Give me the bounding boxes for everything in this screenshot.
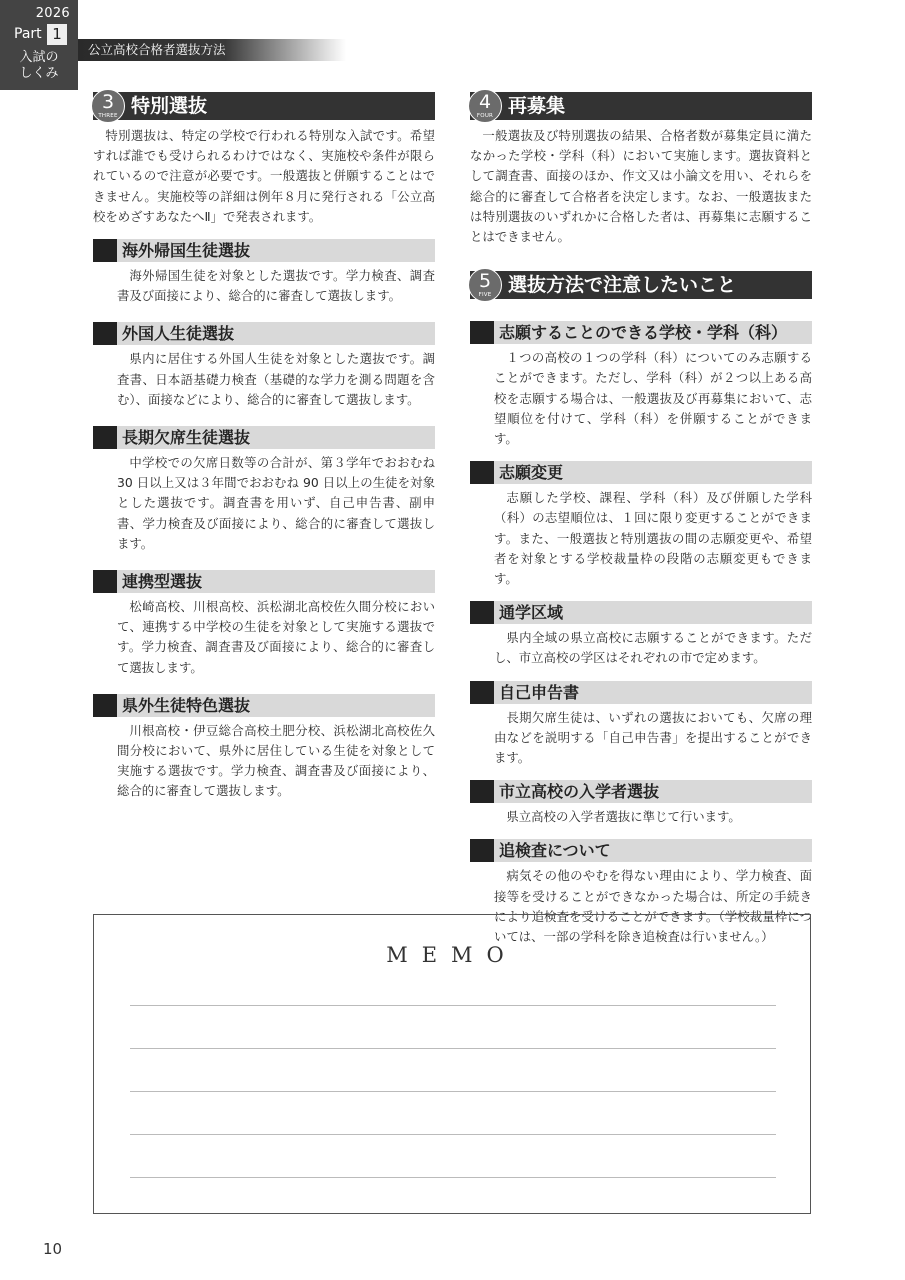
memo-line <box>130 1048 776 1049</box>
section-4-heading <box>470 92 812 120</box>
running-header-title: 公立高校合格者選抜方法 <box>88 42 226 57</box>
memo-line <box>130 1134 776 1135</box>
part-label: Part <box>14 26 42 42</box>
subsection-heading: 連携型選抜 <box>93 570 435 593</box>
memo-line <box>130 1091 776 1092</box>
subsection-text: 県内に居住する外国人生徒を対象とした選抜です。調査書、日本語基礎力検査（基礎的な学力を測る問題を含む）、面接などにより、総合的に審査して選抜します。 <box>117 351 435 407</box>
year-label: 2026 <box>35 6 70 21</box>
section-5-heading <box>470 271 812 299</box>
subsection-text: 海外帰国生徒を対象とした選抜です。学力検査、調査書及び面接により、総合的に審査して選抜します。 <box>117 268 435 304</box>
subsection-text: 川根高校・伊豆総合高校土肥分校、浜松湖北高校佐久間分校において、県外に居住している生徒を対象として実施する選抜です。学力検査、調査書及び面接により、総合的に審査して選抜します。 <box>117 722 435 799</box>
subsection-text: 松崎高校、川根高校、浜松湖北高校佐久間分校において、連携する中学校の生徒を対象として実施する選抜です。学力検査、調査書及び面接により、総合的に審査して選抜します。 <box>117 599 435 675</box>
subsection-text: 長期欠席生徒は、いずれの選抜においても、欠席の理由などを説明する「自己申告書」を提出することができます。 <box>494 709 812 766</box>
section-4-text: 一般選抜及び特別選抜の結果、合格者数が募集定員に満たなかった学校・学科（科）において実施します。選抜資料として調査書、面接のほか、作文又は小論文を用い、それらを総合的に審査して合格者を決定します。なお、一般選抜または特別選抜のいずれかに合格した者は、再募集に志願することはできません。 <box>470 128 812 245</box>
section-3-heading <box>93 92 435 120</box>
subsection-heading: 志願変更 <box>470 461 812 484</box>
section-title: 特別選抜 <box>131 95 208 117</box>
subsection-text: 病気その他のやむを得ない理由により、学力検査、面接等を受けることができなかった場合は、所定の手続きにより追検査を受けることができます。（学校裁量枠については、一部の学科を除き追検査は行いません。） <box>494 868 812 945</box>
part-number: 1 <box>47 24 67 45</box>
running-header <box>78 39 346 61</box>
subsection-heading: 追検査について <box>470 839 812 862</box>
subsection-heading: 長期欠席生徒選抜 <box>93 426 435 449</box>
subsection-heading: 市立高校の入学者選抜 <box>470 780 812 803</box>
subsection-heading: 外国人生徒選抜 <box>93 322 435 345</box>
section-number-badge: 5 FIVE <box>468 268 502 302</box>
memo-title: MEMO <box>386 943 518 967</box>
part-title: 入試の しくみ <box>19 50 59 81</box>
right-column <box>470 92 812 947</box>
subsection-heading: 志願することのできる学校・学科（科） <box>470 321 812 344</box>
memo-box <box>93 914 811 1214</box>
subsection-text: 中学校での欠席日数等の合計が、第３学年でおおむね30 日以上又は３年間でおおむね 90 日以上の生徒を対象とした選抜です。調査書を用いず、自己申告書、副申書、学力検査及び面接により、総合的に審査して選抜します。 <box>117 455 435 551</box>
subsection-heading: 県外生徒特色選抜 <box>93 694 435 717</box>
page-number: 10 <box>43 1240 63 1258</box>
subsection-heading: 通学区域 <box>470 601 812 624</box>
subsection-text: １つの高校の１つの学科（科）についてのみ志願することができます。ただし、学科（科）が２つ以上ある高校を志願する場合は、一般選抜及び再募集において、志望順位を付けて、学科（科）を併願することができます。 <box>494 350 812 447</box>
section-number-badge: 4 FOUR <box>468 89 502 123</box>
part-tab <box>0 0 78 90</box>
section-number-badge: 3 THREE <box>91 89 125 123</box>
subsection-text: 県立高校の入学者選抜に準じて行います。 <box>506 809 741 825</box>
subsection-text: 県内全域の県立高校に志願することができます。ただし、市立高校の学区はそれぞれの市で定めます。 <box>494 630 812 666</box>
subsection-heading: 海外帰国生徒選抜 <box>93 239 435 262</box>
memo-line <box>130 1177 776 1178</box>
subsection-heading: 自己申告書 <box>470 681 812 704</box>
subsection-text: 志願した学校、課程、学科（科）及び併願した学科（科）の志望順位は、１回に限り変更することができます。また、一般選抜と特別選抜の間の志願変更や、希望者を対象とする学校裁量枠の段階の志願変更もできます。 <box>494 490 812 587</box>
left-column <box>93 92 435 802</box>
section-3-intro: 特別選抜は、特定の学校で行われる特別な入試です。希望すれば誰でも受けられるわけではなく、実施校や条件が限られているので注意が必要です。一般選抜と併願することはできません。実施校等の詳細は例年８月に発行される「公立高校をめざすあなたへⅡ」で発表されます。 <box>93 128 435 224</box>
section-title: 再募集 <box>508 95 566 117</box>
memo-line <box>130 1005 776 1006</box>
section-title: 選抜方法で注意したいこと <box>508 274 737 297</box>
